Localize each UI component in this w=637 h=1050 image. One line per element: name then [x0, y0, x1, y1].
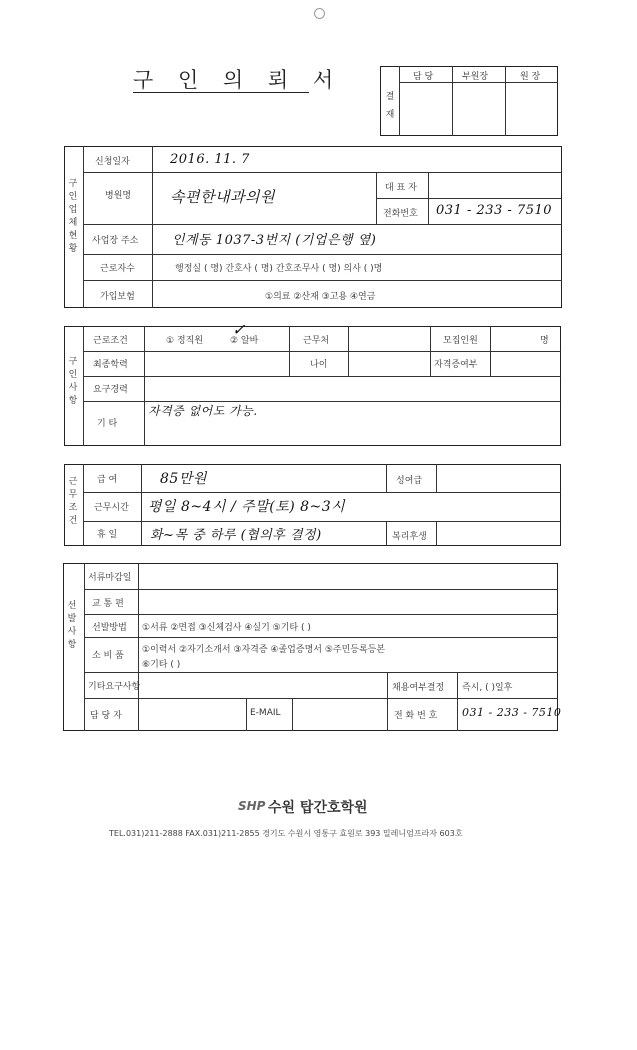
off-label: 휴 일 — [97, 530, 118, 540]
age-label: 나이 — [310, 360, 328, 370]
workplace-label: 근무처 — [303, 336, 330, 346]
license-label: 자격증여부 — [434, 360, 478, 370]
docs-label: 소 비 품 — [92, 651, 124, 661]
hours-value: 평일 8~4시 / 주말(토) 8~3시 — [148, 499, 346, 515]
transport-label: 교 통 편 — [92, 599, 124, 609]
approval-side-label: 결 재 — [385, 92, 395, 120]
tel-value: 031 - 233 - 7510 — [462, 706, 562, 719]
staff-label: 담 당 자 — [90, 711, 122, 721]
sec2-side-label: 구인사항 — [68, 357, 78, 406]
off-value: 화~목 중 하루 (협의후 결정) — [150, 528, 322, 543]
parttime-checkmark: ✓ — [232, 320, 246, 339]
hours-label: 근무시간 — [94, 503, 129, 513]
method-options: ①서류 ②면접 ③신체검사 ④실기 ⑤기타 ( ) — [142, 623, 311, 633]
edu-label: 최종학력 — [93, 360, 128, 370]
approval-col-1: 담 당 — [413, 72, 434, 82]
punch-hole-top — [314, 8, 325, 19]
rep-label: 대 표 자 — [385, 183, 417, 193]
docs-options-1: ①이력서 ②자기소개서 ③자격증 ④졸업증명서 ⑤주민등록등본 — [142, 645, 386, 655]
deadline-label: 서류마감일 — [88, 573, 132, 583]
workers-value: 행정실 ( 명) 간호사 ( 명) 간호조무사 ( 명) 의사 ( )명 — [175, 264, 383, 274]
etc-label: 기 타 — [97, 419, 118, 429]
academy-contact-info: TEL.031)211-2888 FAX.031)211-2855 경기도 수원시 영통구 효원로 393 밀레니엄프라자 603호 — [109, 829, 463, 838]
insurance-value: ①의료 ②산재 ③고용 ④연금 — [265, 292, 376, 302]
cond-option-fulltime[interactable]: ① 정직원 — [166, 336, 204, 346]
method-label: 선발방법 — [92, 623, 127, 633]
sec3-side-label: 근무조건 — [68, 477, 78, 526]
career-label: 요구경력 — [93, 385, 128, 395]
approval-col-3: 원 장 — [520, 72, 541, 82]
decision-label: 채용여부결정 — [392, 683, 445, 693]
docs-options-2: ⑥기타 ( ) — [142, 660, 181, 670]
hospital-value: 속편한내과의원 — [170, 188, 275, 206]
welfare-label: 복리후생 — [392, 532, 427, 542]
approval-col-2: 부원장 — [462, 72, 489, 82]
insurance-label: 가입보험 — [100, 292, 135, 302]
address-value: 인계동 1037-3번지 (기업은행 옆) — [172, 233, 377, 248]
apply-date-value: 2016. 11. 7 — [170, 152, 250, 167]
hospital-label: 병원명 — [105, 191, 132, 201]
etc-value: 자격증 없어도 가능. — [148, 404, 258, 418]
tel-label: 전 화 번 호 — [394, 711, 438, 721]
recruit-unit: 명 — [540, 336, 549, 346]
gender-label: 성여급 — [396, 476, 423, 486]
email-label: E-MAIL — [250, 708, 281, 718]
form-title: 구 인 의 뢰 서 — [133, 68, 343, 92]
apply-date-label: 신청일자 — [95, 157, 130, 167]
phone-label: 전화번호 — [383, 209, 418, 219]
employer-section — [64, 146, 562, 308]
phone-value: 031 - 233 - 7510 — [436, 203, 553, 218]
academy-logo-mark: SHP — [238, 799, 266, 813]
pay-value: 85만원 — [160, 471, 207, 487]
workers-label: 근로자수 — [100, 264, 135, 274]
recruit-label: 모집인원 — [443, 336, 478, 346]
pay-label: 급 여 — [97, 475, 118, 485]
address-label: 사업장 주소 — [92, 236, 139, 246]
sec4-side-label: 선발사항 — [67, 601, 77, 650]
cond-option-parttime[interactable]: ② 알바 — [230, 336, 259, 346]
cond-label: 근로조건 — [93, 336, 128, 346]
academy-logo: 수원 탑간호학원 — [268, 800, 368, 816]
other-req-label: 기타요구사항 — [88, 682, 141, 692]
decision-value: 즉시, ( )일후 — [462, 683, 513, 693]
sec1-side-label: 구인업체현황 — [68, 179, 78, 254]
title-underline — [133, 92, 309, 93]
